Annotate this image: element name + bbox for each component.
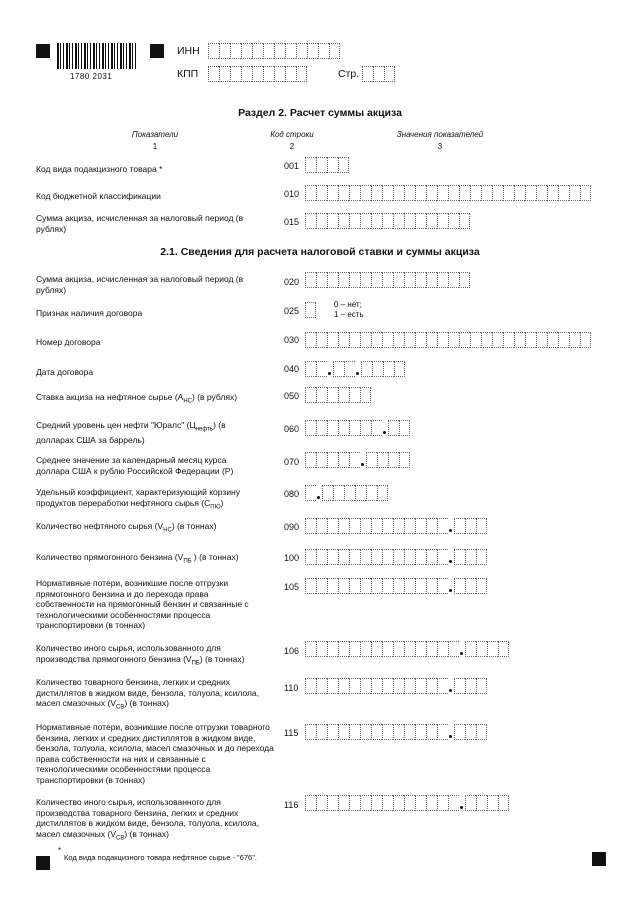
- field-050[interactable]: [305, 387, 371, 403]
- row-code-025: 025: [284, 306, 300, 316]
- footnote: Код вида подакцизного товара нефтяное сырье - "676".: [64, 853, 257, 862]
- column-number-1: 1: [152, 142, 158, 151]
- row-code-010: 010: [284, 189, 300, 199]
- field-115[interactable]: [305, 724, 487, 740]
- subsection-title: 2.1. Сведения для расчета налоговой ставки и суммы акциза: [160, 246, 480, 258]
- row-code-090: 090: [284, 522, 300, 532]
- kpp-field[interactable]: [208, 66, 307, 82]
- column-header-indicators: Показатели: [131, 130, 179, 139]
- field-100[interactable]: [305, 549, 487, 565]
- field-110[interactable]: [305, 678, 487, 694]
- registration-marker-top-right: [150, 44, 164, 58]
- row-label-070: Среднее значение за календарный месяц курса доллара США к рублю Российской Федерации (Р): [36, 455, 234, 476]
- field-105[interactable]: [305, 578, 487, 594]
- row-label-105: Нормативные потери, возникшие после отгрузки прямогонного бензина и до перехода права собственности на прямогонный бензин и связанные с технологическими особенностями процесса транспортировки (в тоннах): [36, 578, 249, 630]
- row-label-060: Средний уровень цен нефти "Юралс" $(Ц_{нефть})$ (в долларах США за баррель): [36, 420, 226, 446]
- field-116[interactable]: [305, 795, 509, 811]
- row-code-030: 030: [284, 335, 300, 345]
- row-code-020: 020: [284, 277, 300, 287]
- row-code-115: 115: [284, 728, 299, 738]
- column-header-line-code: Код строки: [270, 130, 314, 139]
- row-label-030: Номер договора: [36, 337, 101, 347]
- row-code-106: 106: [284, 646, 300, 656]
- row-label-106: Количество иного сырья, использованного для производства прямогонного бензина $(V_{ПБ})$ (в тоннах): [36, 643, 245, 667]
- row-label-100: Количество прямогонного бензина ($V_{ПБ}$ ) (в тоннах): [36, 552, 239, 565]
- field-106[interactable]: [305, 641, 509, 657]
- row-code-110: 110: [284, 683, 299, 693]
- row-label-015: Сумма акциза, исчисленная за налоговый период (в рублях): [36, 213, 244, 234]
- inn-field[interactable]: [208, 43, 340, 59]
- column-number-3: 3: [437, 142, 443, 151]
- field-001[interactable]: [305, 157, 349, 173]
- field-070[interactable]: [305, 452, 410, 468]
- column-number-2: 2: [289, 142, 295, 151]
- field-025[interactable]: [305, 302, 316, 318]
- field-015[interactable]: [305, 213, 470, 229]
- inn-label: ИНН: [177, 45, 200, 57]
- field-060[interactable]: [305, 420, 410, 436]
- row-label-090: Количество нефтяного сырья $(V_{НС})$ (в тоннах): [36, 521, 217, 534]
- page-label: Стр.: [338, 68, 360, 80]
- row-code-080: 080: [284, 489, 300, 499]
- row-code-116: 116: [284, 800, 299, 810]
- field-010[interactable]: [305, 185, 591, 201]
- field-090[interactable]: [305, 518, 487, 534]
- row-label-025: Признак наличия договора: [36, 308, 143, 318]
- kpp-label: КПП: [177, 68, 199, 80]
- field-030[interactable]: [305, 332, 591, 348]
- row-label-020: Сумма акциза, исчисленная за налоговый период (в рублях): [36, 274, 244, 295]
- row-label-010: Код бюджетной классификации: [36, 191, 161, 201]
- registration-marker-bottom-right: [592, 852, 606, 866]
- barcode: [57, 43, 137, 69]
- registration-marker-bottom-left: [36, 856, 50, 870]
- field-040[interactable]: [305, 361, 405, 377]
- row-label-116: Количество иного сырья, использованного для производства товарного бензина, легких и средних дистиллятов в жидком виде, бензола, толуола, ксилола, масел смазочных $(V_{СВ})$ (в тоннах): [36, 797, 260, 842]
- row-label-080: Удельный коэффициент, характеризующий корзину продуктов переработки нефтяного сырья $(С_{ПЮ})$: [36, 487, 240, 511]
- row-code-001: 001: [284, 161, 300, 171]
- row-label-001: Код вида подакцизного товара *: [36, 164, 163, 174]
- hint-yes: 1 – есть: [334, 310, 364, 319]
- row-label-050: Ставка акциза на нефтяное сырье $(А_{НС})$ (в рублях): [36, 392, 238, 405]
- row-code-040: 040: [284, 364, 300, 374]
- field-020[interactable]: [305, 272, 470, 288]
- registration-marker-top-left: [36, 44, 50, 58]
- page-number-field[interactable]: [362, 66, 395, 82]
- row-label-040: Дата договора: [36, 367, 94, 377]
- row-label-115: Нормативные потери, возникшие после отгрузки товарного бензина, легких и средних дистиллятов в жидком виде, бензола, толуола, ксилола, масел смазочных и до перехода права собственности на них и связанные с технологическими особенностями процесса транспортировки (в тоннах): [36, 722, 274, 785]
- section-title: Раздел 2. Расчет суммы акциза: [238, 107, 402, 119]
- row-code-015: 015: [284, 217, 300, 227]
- footnote-star: *: [58, 846, 62, 855]
- row-label-110: Количество товарного бензина, легких и средних дистиллятов в жидком виде, бензола, толуола, ксилола, масел смазочных $(V_{СВ})$ (в тоннах): [36, 677, 260, 711]
- row-code-070: 070: [284, 457, 300, 467]
- row-code-050: 050: [284, 391, 300, 401]
- row-code-060: 060: [284, 424, 300, 434]
- row-code-100: 100: [284, 553, 300, 563]
- column-header-values: Значения показателей: [396, 130, 484, 139]
- row-code-105: 105: [284, 582, 300, 592]
- barcode-number: 1780 2031: [70, 72, 113, 81]
- field-080[interactable]: [305, 485, 388, 501]
- hint-no: 0 – нет;: [334, 300, 362, 309]
